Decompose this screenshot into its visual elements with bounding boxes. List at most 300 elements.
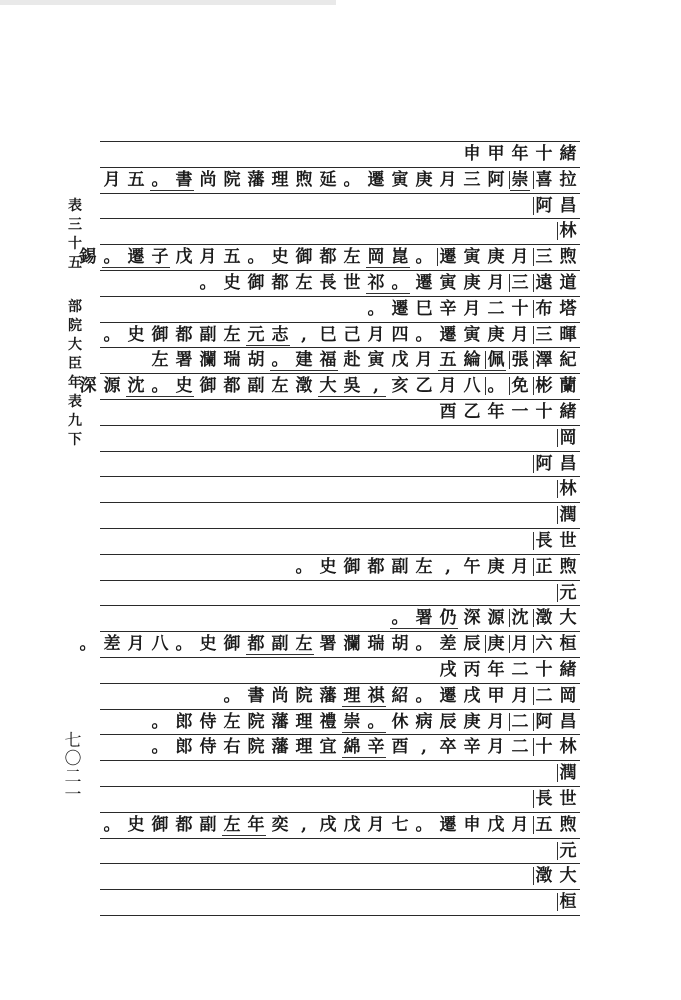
table-char: 長 (535, 789, 553, 809)
section-title: 部院大臣年表九下 (68, 299, 82, 448)
table-char: 元 (247, 325, 265, 345)
table-char: 五 (223, 247, 241, 267)
table-char: 。 (415, 815, 433, 835)
table-char: , (301, 325, 307, 345)
cell-divider (533, 300, 534, 318)
cell-divider (509, 713, 510, 731)
table-char: 辰 (463, 634, 481, 654)
cell-divider (533, 171, 534, 189)
cell-divider (533, 197, 534, 215)
table-char: 胡 (391, 634, 409, 654)
cell-divider (533, 248, 534, 266)
table-row (100, 865, 580, 888)
cell-divider (557, 480, 558, 498)
table-char: 大 (559, 608, 577, 628)
table-char: 左 (271, 376, 289, 396)
table-char: 阿 (487, 170, 505, 190)
table-char: 澂 (535, 608, 553, 628)
table-char: 緒 (559, 402, 577, 422)
cell-divider (509, 635, 510, 653)
table-char: 月 (439, 376, 457, 396)
table-char: 寅 (367, 350, 385, 370)
table-char: 御 (247, 273, 265, 293)
table-char: 澂 (535, 866, 553, 886)
table-row (100, 840, 580, 863)
table-char: 。 (103, 247, 121, 267)
table-rule (100, 889, 580, 890)
table-row (100, 349, 580, 372)
table-row (100, 556, 580, 579)
table-char: 左 (295, 634, 313, 654)
table-char: 張 (511, 350, 529, 370)
cell-divider (557, 429, 558, 447)
table-rule (100, 373, 580, 374)
table-char: 仍 (439, 608, 457, 628)
table-char: 尚 (271, 686, 289, 706)
table-rule (100, 296, 580, 297)
table-row (100, 298, 580, 321)
table-char: 遷 (415, 273, 433, 293)
cell-divider (533, 377, 534, 395)
table-char: 。 (103, 815, 121, 835)
name-underline (342, 706, 386, 707)
table-char: 瑞 (223, 350, 241, 370)
table-char: 布 (535, 299, 553, 319)
table-char: 庚 (463, 712, 481, 732)
table-row (100, 685, 580, 708)
table-char: 源 (103, 376, 121, 396)
table-char: 。 (415, 634, 433, 654)
table-char: 月 (127, 634, 145, 654)
table-row (79, 633, 580, 656)
table-row (100, 401, 580, 424)
table-char: 正 (535, 557, 553, 577)
table-char: 五 (439, 350, 457, 370)
table-char: 史 (319, 557, 337, 577)
table-row (100, 891, 580, 914)
table-row (100, 272, 580, 295)
table-char: 。 (391, 608, 409, 628)
table-char: 藩 (247, 170, 265, 190)
table-char: 副 (271, 634, 289, 654)
cell-divider (533, 558, 534, 576)
cell-divider (533, 816, 534, 834)
table-rule (100, 270, 580, 271)
table-row (100, 711, 580, 734)
table-char: 建 (295, 350, 313, 370)
table-char: 遷 (439, 815, 457, 835)
table-char: 六 (535, 634, 553, 654)
table-char: 十 (535, 144, 553, 164)
table-char: 紹 (391, 686, 409, 706)
cell-divider (533, 687, 534, 705)
table-char: 都 (247, 634, 265, 654)
table-rule (100, 760, 580, 761)
table-char: 福 (319, 350, 337, 370)
table-char: 月 (511, 634, 529, 654)
table-char: 八 (463, 376, 481, 396)
table-char: 世 (559, 789, 577, 809)
table-char: 都 (271, 273, 289, 293)
table-char: 戌 (319, 815, 337, 835)
table-char: 庚 (415, 170, 433, 190)
table-char: 禮 (319, 712, 337, 732)
table-char: 沈 (511, 608, 529, 628)
table-char: 卒 (439, 737, 457, 757)
table-char: 侍 (199, 737, 217, 757)
table-char: 左 (343, 247, 361, 267)
table-char: 書 (247, 686, 265, 706)
table-char: 彬 (535, 376, 553, 396)
table-rule (100, 167, 580, 168)
table-char: 世 (343, 273, 361, 293)
table-char: 。 (103, 325, 121, 345)
table-rule (100, 683, 580, 684)
table-char: 潤 (559, 505, 577, 525)
table-char: 錫 (79, 247, 97, 267)
table-char: 御 (151, 815, 169, 835)
scan-edge-mark (0, 0, 336, 5)
table-char: 源 (487, 608, 505, 628)
table-char: 都 (319, 247, 337, 267)
table-char: 阿 (535, 196, 553, 216)
table-char: 遠 (535, 273, 553, 293)
table-row (100, 659, 580, 682)
table-row (100, 736, 580, 759)
table-rule (100, 657, 580, 658)
cell-divider (557, 842, 558, 860)
cell-divider (533, 274, 534, 292)
table-char: 岡 (367, 247, 385, 267)
table-char: 三 (511, 273, 529, 293)
table-rule (100, 193, 580, 194)
table-char: 月 (439, 170, 457, 190)
name-underline (366, 267, 410, 268)
table-char: 左 (223, 325, 241, 345)
table-row (100, 504, 580, 527)
name-underline (270, 370, 338, 371)
table-char: 月 (487, 737, 505, 757)
table-char: 巳 (415, 299, 433, 319)
table-char: 藩 (271, 712, 289, 732)
table-char: 。 (295, 557, 313, 577)
name-underline (318, 396, 386, 397)
table-rule (100, 425, 580, 426)
table-char: 瑞 (367, 634, 385, 654)
table-char: 月 (511, 557, 529, 577)
table-rule (100, 863, 580, 864)
table-char: 午 (463, 557, 481, 577)
table-char: 都 (175, 815, 193, 835)
table-char: 遷 (439, 686, 457, 706)
table-char: 年 (487, 660, 505, 680)
table-char: 澂 (295, 376, 313, 396)
table-char: 理 (271, 170, 289, 190)
table-char: 林 (559, 479, 577, 499)
table-char: 己 (343, 325, 361, 345)
table-char: 酉 (439, 402, 457, 422)
table-char: 綿 (343, 737, 361, 757)
table-char: 病 (415, 712, 433, 732)
table-char: 阿 (535, 454, 553, 474)
table-row (100, 427, 580, 450)
cell-divider (557, 893, 558, 911)
table-char: 月 (511, 247, 529, 267)
table-char: 月 (487, 273, 505, 293)
table-char: 世 (559, 531, 577, 551)
table-char: 副 (199, 325, 217, 345)
table-char: 深 (463, 608, 481, 628)
page-number: 七〇二一 (64, 731, 82, 805)
table-char: 署 (415, 608, 433, 628)
cell-divider (533, 867, 534, 885)
table-char: 元 (559, 841, 577, 861)
table-char: 。 (199, 273, 217, 293)
table-char: 。 (175, 634, 193, 654)
table-char: 戊 (487, 815, 505, 835)
table-char: 左 (223, 712, 241, 732)
table-rule (100, 838, 580, 839)
table-char: 月 (511, 686, 529, 706)
table-char: 遷 (391, 299, 409, 319)
table-char: 延 (319, 170, 337, 190)
table-label: 表三十五 (68, 198, 82, 271)
table-row (100, 169, 580, 192)
table-char: 月 (367, 815, 385, 835)
table-char: 御 (151, 325, 169, 345)
table-char: 庚 (487, 557, 505, 577)
table-char: 郎 (175, 712, 193, 732)
table-char: 。 (415, 247, 433, 267)
table-char: 一 (511, 402, 529, 422)
table-rule (100, 399, 580, 400)
table-char: 尚 (199, 170, 217, 190)
table-rule (100, 502, 580, 503)
table-char: 瀾 (343, 634, 361, 654)
table-row (79, 246, 580, 269)
table-rule (100, 451, 580, 452)
table-char: 辛 (439, 299, 457, 319)
cell-divider (509, 351, 510, 369)
table-char: 都 (367, 557, 385, 577)
table-char: 左 (223, 815, 241, 835)
table-char: 戊 (343, 815, 361, 835)
table-char: 申 (463, 144, 481, 164)
table-rule (100, 915, 580, 916)
cell-divider (509, 609, 510, 627)
table-char: 左 (151, 350, 169, 370)
table-char: 乙 (463, 402, 481, 422)
table-char: 戊 (391, 350, 409, 370)
table-char: 右 (223, 737, 241, 757)
table-rule (100, 631, 580, 632)
table-char: 佩 (487, 350, 505, 370)
table-char: 月 (367, 325, 385, 345)
table-row (100, 220, 580, 243)
table-char: 。 (271, 350, 289, 370)
table-char: 藩 (271, 737, 289, 757)
name-underline (246, 654, 314, 655)
table-row (100, 762, 580, 785)
table-char: 。 (151, 376, 169, 396)
table-char: 戌 (463, 686, 481, 706)
cell-divider (533, 455, 534, 473)
table-char: 理 (295, 712, 313, 732)
table-char: 年 (511, 144, 529, 164)
name-underline (102, 267, 170, 268)
table-char: 御 (199, 376, 217, 396)
table-char: 。 (391, 273, 409, 293)
table-rule (100, 580, 580, 581)
table-char: 十 (535, 660, 553, 680)
cell-divider (485, 377, 486, 395)
table-char: 月 (103, 170, 121, 190)
table-char: 庚 (463, 273, 481, 293)
cell-divider (533, 738, 534, 756)
table-char: 理 (295, 737, 313, 757)
table-char: 都 (175, 325, 193, 345)
table-char: 巳 (319, 325, 337, 345)
table-char: , (421, 737, 427, 757)
table-char: 拉 (559, 170, 577, 190)
table-char: 暉 (559, 325, 577, 345)
table-char: 寅 (391, 170, 409, 190)
table-rule (100, 347, 580, 348)
table-char: 七 (391, 815, 409, 835)
table-char: 都 (223, 376, 241, 396)
name-underline (438, 370, 506, 371)
table-char: 史 (199, 634, 217, 654)
table-char: 月 (415, 350, 433, 370)
table-char: 緒 (559, 144, 577, 164)
cell-divider (485, 635, 486, 653)
table-char: 祺 (367, 686, 385, 706)
cell-divider (557, 764, 558, 782)
cell-divider (509, 377, 510, 395)
table-rule (100, 476, 580, 477)
table-char: 深 (79, 376, 97, 396)
table-char: 史 (223, 273, 241, 293)
table-char: 。 (367, 299, 385, 319)
table-char: 副 (391, 557, 409, 577)
table-char: 副 (247, 376, 265, 396)
table-char: 十 (535, 737, 553, 757)
table-char: 院 (247, 712, 265, 732)
table-char: 遷 (439, 325, 457, 345)
name-underline (390, 628, 458, 629)
cell-divider (533, 609, 534, 627)
table-char: 左 (295, 273, 313, 293)
table-char: 子 (151, 247, 169, 267)
table-char: 藩 (319, 686, 337, 706)
table-char: 署 (319, 634, 337, 654)
table-rule (100, 141, 580, 142)
table-char: 副 (199, 815, 217, 835)
cell-divider (533, 326, 534, 344)
table-char: 宜 (319, 737, 337, 757)
table-char: 甲 (487, 144, 505, 164)
table-char: 辰 (439, 712, 457, 732)
table-char: 二 (535, 686, 553, 706)
cell-divider (533, 790, 534, 808)
table-char: 院 (247, 737, 265, 757)
table-char: 月 (511, 815, 529, 835)
table-char: 書 (175, 170, 193, 190)
name-underline (510, 190, 530, 191)
table-char: 二 (511, 712, 529, 732)
table-char: 。 (247, 247, 265, 267)
table-char: 。 (151, 737, 169, 757)
table-char: 。 (79, 634, 97, 654)
table-char: 史 (127, 325, 145, 345)
table-char: 乙 (415, 376, 433, 396)
table-char: 吳 (343, 376, 361, 396)
table-char: 。 (151, 712, 169, 732)
table-char: 沈 (127, 376, 145, 396)
table-char: 月 (463, 299, 481, 319)
table-char: 甲 (487, 686, 505, 706)
table-char: 十 (511, 299, 529, 319)
table-char: 。 (415, 686, 433, 706)
table-char: 。 (223, 686, 241, 706)
table-rule (100, 322, 580, 323)
cell-divider (557, 222, 558, 240)
table-char: 蘭 (559, 376, 577, 396)
table-char: 辛 (367, 737, 385, 757)
table-rule (100, 218, 580, 219)
table-char: 戊 (175, 247, 193, 267)
table-char: 月 (199, 247, 217, 267)
table-char: 。 (343, 170, 361, 190)
table-char: 史 (175, 376, 193, 396)
table-char: 桓 (559, 634, 577, 654)
table-char: 月 (487, 712, 505, 732)
table-char: 瀾 (199, 350, 217, 370)
table-char: 桓 (559, 892, 577, 912)
table-char: 岡 (559, 428, 577, 448)
table-char: 庚 (487, 325, 505, 345)
table-rule (100, 244, 580, 245)
table-char: 煦 (559, 247, 577, 267)
name-underline (342, 732, 386, 733)
table-char: , (301, 815, 307, 835)
table-char: 煦 (559, 557, 577, 577)
cell-divider (533, 532, 534, 550)
table-char: 煦 (295, 170, 313, 190)
table-char: 史 (127, 815, 145, 835)
table-char: 長 (535, 531, 553, 551)
table-char: 左 (415, 557, 433, 577)
table-char: 遷 (439, 247, 457, 267)
table-char: 休 (391, 712, 409, 732)
table-row (100, 788, 580, 811)
table-char: 喜 (535, 170, 553, 190)
table-char: 差 (439, 634, 457, 654)
table-rule (100, 605, 580, 606)
name-underline (222, 835, 266, 836)
table-char: 奕 (271, 815, 289, 835)
cell-divider (509, 171, 510, 189)
table-char: 紀 (559, 350, 577, 370)
table-char: 年 (247, 815, 265, 835)
table-char: 酉 (391, 737, 409, 757)
table-char: 胡 (247, 350, 265, 370)
table-char: 十 (535, 402, 553, 422)
table-char: 元 (559, 583, 577, 603)
table-char: 寅 (463, 247, 481, 267)
table-char: 庚 (487, 247, 505, 267)
table-char: 赴 (343, 350, 361, 370)
